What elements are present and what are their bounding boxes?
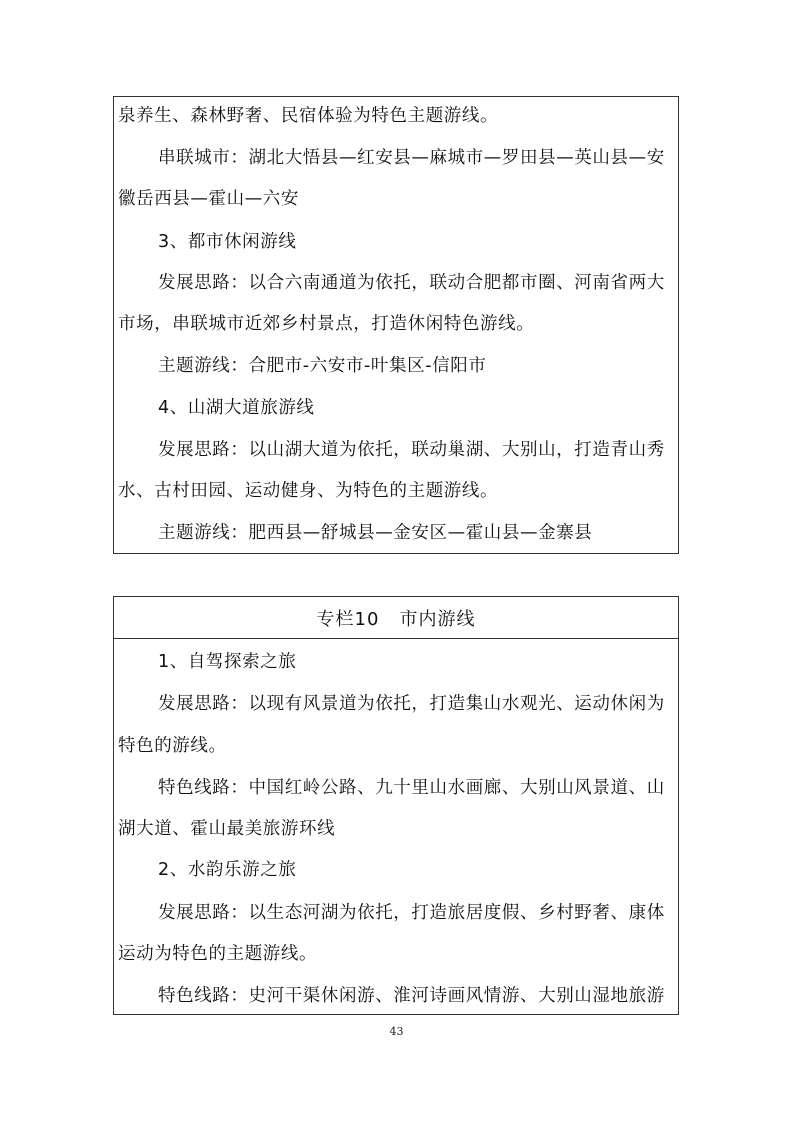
text-line: 发展思路：以合六南通道为依托，联动合肥都市圈、河南省两大 xyxy=(158,273,665,293)
box-header xyxy=(114,597,678,639)
column-label: 专栏10 xyxy=(316,608,380,630)
page-number: 43 xyxy=(389,1025,404,1038)
text-line: 发展思路：以现有风景道为依托，打造集山水观光、运动休闲为 xyxy=(158,694,665,714)
column-title: 市内游线 xyxy=(399,608,476,630)
text-line: 特色线路：史河干渠休闲游、淮河诗画风情游、大别山湿地旅游 xyxy=(158,986,665,1006)
text-line: 特色线路：中国红岭公路、九十里山水画廊、大别山风景道、山 xyxy=(158,778,665,798)
text-line: 运动为特色的主题游线。 xyxy=(118,944,318,964)
section-heading: 4、山湖大道旅游线 xyxy=(158,398,315,418)
text-line: 主题游线：肥西县—舒城县—金安区—霍山县—金寨县 xyxy=(158,523,593,543)
section-heading: 2、水韵乐游之旅 xyxy=(158,860,297,880)
text-line: 市场，串联城市近郊乡村景点，打造休闲特色游线。 xyxy=(118,314,535,334)
text-line: 徽岳西县—霍山—六安 xyxy=(118,189,299,209)
text-line: 泉养生、森林野奢、民宿体验为特色主题游线。 xyxy=(118,106,499,126)
text-line: 水、古村田园、运动健身、为特色的主题游线。 xyxy=(118,481,499,501)
text-line: 湖大道、霍山最美旅游环线 xyxy=(118,819,336,839)
text-line: 主题游线：合肥市-六安市-叶集区-信阳市 xyxy=(158,356,487,376)
text-line: 发展思路：以山湖大道为依托，联动巢湖、大别山，打造青山秀 xyxy=(158,440,665,460)
text-line: 发展思路：以生态河湖为依托，打造旅居度假、乡村野奢、康体 xyxy=(158,903,665,923)
text-line: 特色的游线。 xyxy=(118,736,227,756)
theme-route-box xyxy=(113,96,679,554)
column-box-city-routes xyxy=(113,596,679,1015)
section-heading: 1、自驾探索之旅 xyxy=(158,652,297,672)
text-line: 串联城市：湖北大悟县—红安县—麻城市—罗田县—英山县—安 xyxy=(158,148,665,168)
section-heading: 3、都市休闲游线 xyxy=(158,232,297,252)
